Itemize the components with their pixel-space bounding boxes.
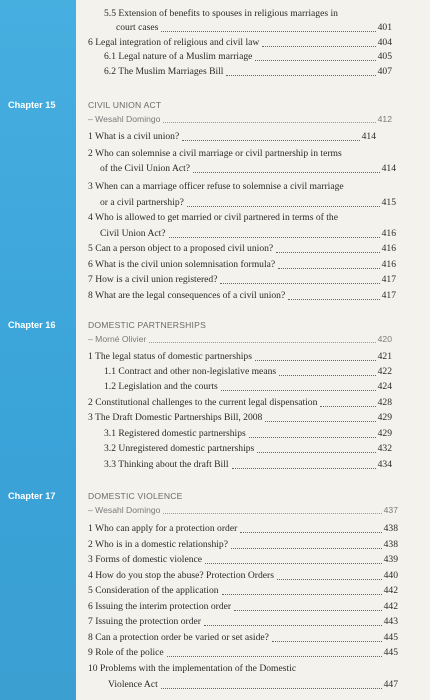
chapter-author[interactable]: [88, 504, 398, 516]
toc-entry-label: 2 Constitutional challenges to the current legal dispensation: [88, 397, 318, 408]
leader-dots: [193, 172, 380, 173]
toc-entry[interactable]: [88, 412, 392, 424]
leader-dots: [265, 421, 375, 422]
toc-entry-heading: 5.5 Extension of benefits to spouses in religious marriages in: [104, 8, 338, 19]
toc-entry[interactable]: [88, 539, 398, 551]
author-name: – Morné Olivier: [88, 334, 147, 344]
toc-entry[interactable]: [104, 428, 392, 440]
toc-entry[interactable]: [88, 523, 398, 535]
toc-entry-label: Violence Act: [108, 679, 158, 690]
toc-entry[interactable]: [88, 290, 396, 302]
toc-entry[interactable]: [88, 274, 396, 286]
toc-page-number: 437: [383, 505, 398, 515]
toc-entry-label: court cases: [116, 22, 159, 33]
toc-entry-label: 1 Who can apply for a protection order: [88, 523, 238, 534]
toc-page-number: 445: [383, 632, 398, 643]
toc-entry[interactable]: [100, 163, 396, 175]
toc-entry[interactable]: [104, 381, 392, 393]
leader-dots: [249, 437, 376, 438]
toc-entry-label: 3.1 Registered domestic partnerships: [104, 428, 246, 439]
toc-entry[interactable]: [104, 366, 392, 378]
toc-page-number: 405: [377, 51, 392, 62]
toc-page-number: 407: [377, 66, 392, 77]
toc-page-number: 417: [381, 274, 396, 285]
chapter-title: CIVIL UNION ACT: [88, 100, 162, 110]
toc-page-number: 442: [383, 585, 398, 596]
toc-page-number: 447: [383, 679, 398, 690]
toc-entry-label: 2 Who is in a domestic relationship?: [88, 539, 228, 550]
toc-entry-label: 1.2 Legislation and the courts: [104, 381, 218, 392]
toc-page-number: 404: [377, 37, 392, 48]
toc-page-number: 417: [381, 290, 396, 301]
toc-page-number: 420: [377, 334, 392, 344]
toc-entry[interactable]: [104, 459, 392, 471]
toc-entry[interactable]: [88, 570, 398, 582]
leader-dots: [231, 548, 382, 549]
chapter-label: Chapter 15: [8, 100, 56, 110]
toc-entry-label: 6.1 Legal nature of a Muslim marriage: [104, 51, 253, 62]
leader-dots: [234, 610, 382, 611]
toc-entry-label: 4 How do you stop the abuse? Protection Orders: [88, 570, 274, 581]
chapter-label: Chapter 16: [8, 320, 56, 330]
leader-dots: [204, 625, 382, 626]
toc-entry-label: 3.2 Unregistered domestic partnerships: [104, 443, 255, 454]
leader-dots: [277, 579, 382, 580]
toc-page-number: 416: [381, 228, 396, 239]
leader-dots: [240, 532, 381, 533]
toc-entry[interactable]: [116, 22, 392, 34]
toc-entry[interactable]: [88, 616, 398, 628]
toc-page-number: 440: [383, 570, 398, 581]
toc-entry[interactable]: [88, 397, 392, 409]
leader-dots: [232, 468, 376, 469]
toc-page-number: 438: [383, 523, 398, 534]
leader-dots: [288, 299, 379, 300]
toc-entry-label: of the Civil Union Act?: [100, 163, 191, 174]
leader-dots: [149, 342, 375, 343]
toc-page-number: 445: [383, 647, 398, 658]
toc-page-number: 438: [383, 539, 398, 550]
toc-entry[interactable]: [88, 351, 392, 363]
toc-entry-label: 6 Issuing the interim protection order: [88, 601, 232, 612]
toc-entry-label: 3 The Draft Domestic Partnerships Bill, 2008: [88, 412, 263, 423]
leader-dots: [255, 360, 376, 361]
toc-entry-label: 7 Issuing the protection order: [88, 616, 201, 627]
toc-page-number: 415: [381, 197, 396, 208]
toc-entry-label: 5 Consideration of the application: [88, 585, 219, 596]
toc-page-number: 429: [377, 428, 392, 439]
toc-entry-label: 5 Can a person object to a proposed civil union?: [88, 243, 274, 254]
toc-page-number: 416: [381, 259, 396, 270]
chapter-author[interactable]: [88, 333, 392, 345]
leader-dots: [272, 641, 382, 642]
toc-page-number: 401: [377, 22, 392, 33]
toc-entry[interactable]: [104, 443, 392, 455]
leader-dots: [226, 75, 375, 76]
toc-page-number: 443: [383, 616, 398, 627]
leader-dots: [221, 390, 376, 391]
toc-entry-label: 1 What is a civil union?: [88, 131, 180, 142]
toc-entry[interactable]: [88, 647, 398, 659]
toc-page-number: 434: [377, 459, 392, 470]
chapter-title: DOMESTIC VIOLENCE: [88, 491, 183, 501]
toc-page-number: 412: [377, 114, 392, 124]
leader-dots: [163, 513, 381, 514]
toc-page-number: 432: [377, 443, 392, 454]
toc-entry[interactable]: [88, 554, 398, 566]
toc-page-number: 421: [377, 351, 392, 362]
toc-page-number: 424: [377, 381, 392, 392]
toc-entry[interactable]: [100, 197, 396, 209]
toc-entry[interactable]: [88, 601, 398, 613]
toc-entry-label: 1 The legal status of domestic partnerships: [88, 351, 252, 362]
toc-entry-heading: 3 When can a marriage officer refuse to solemnise a civil marriage: [88, 181, 344, 192]
toc-entry-label: 3 Forms of domestic violence: [88, 554, 203, 565]
chapter-author[interactable]: [88, 113, 392, 125]
toc-page-number: 429: [377, 412, 392, 423]
toc-page-number: 414: [361, 131, 376, 142]
toc-entry[interactable]: [88, 243, 396, 255]
toc-entry-label: Civil Union Act?: [100, 228, 166, 239]
toc-entry-heading: 4 Who is allowed to get married or civil partnered in terms of the: [88, 212, 338, 223]
leader-dots: [220, 283, 379, 284]
toc-entry[interactable]: [108, 679, 398, 691]
leader-dots: [169, 237, 380, 238]
toc-page-number: 439: [383, 554, 398, 565]
toc-page-number: 422: [377, 366, 392, 377]
leader-dots: [161, 688, 382, 689]
leader-dots: [320, 406, 375, 407]
toc-entry-label: 7 How is a civil union registered?: [88, 274, 218, 285]
leader-dots: [205, 563, 382, 564]
chapter-title: DOMESTIC PARTNERSHIPS: [88, 320, 207, 330]
leader-dots: [161, 31, 375, 32]
leader-dots: [262, 46, 375, 47]
chapter-label: Chapter 17: [8, 491, 56, 501]
toc-entry-label: 8 Can a protection order be varied or set aside?: [88, 632, 269, 643]
toc-page-number: 416: [381, 243, 396, 254]
leader-dots: [279, 375, 376, 376]
leader-dots: [278, 268, 379, 269]
leader-dots: [182, 140, 359, 141]
toc-entry[interactable]: [88, 37, 392, 49]
leader-dots: [167, 656, 382, 657]
toc-entry-heading: 2 Who can solemnise a civil marriage or civil partnership in terms: [88, 148, 342, 159]
toc-entry-label: 1.1 Contract and other non-legislative means: [104, 366, 277, 377]
author-name: – Wesahl Domingo: [88, 114, 161, 124]
toc-entry[interactable]: [88, 585, 398, 597]
toc-page-number: 428: [377, 397, 392, 408]
leader-dots: [222, 594, 382, 595]
author-name: – Wesahl Domingo: [88, 505, 161, 515]
toc-entry[interactable]: [100, 228, 396, 240]
toc-page-number: 414: [381, 163, 396, 174]
toc-entry[interactable]: [104, 51, 392, 63]
toc-entry[interactable]: [88, 259, 396, 271]
toc-entry-label: 9 Role of the police: [88, 647, 164, 658]
toc-entry[interactable]: [104, 66, 392, 78]
toc-entry-label: 3.3 Thinking about the draft Bill: [104, 459, 229, 470]
toc-entry-label: 6.2 The Muslim Marriages Bill: [104, 66, 224, 77]
leader-dots: [276, 252, 379, 253]
toc-entry-label: 6 What is the civil union solemnisation formula?: [88, 259, 276, 270]
leader-dots: [255, 60, 375, 61]
toc-entry[interactable]: [88, 632, 398, 644]
toc-page-number: 442: [383, 601, 398, 612]
toc-entry-label: 8 What are the legal consequences of a civil union?: [88, 290, 286, 301]
toc-entry[interactable]: [88, 131, 376, 143]
toc-entry-label: 6 Legal integration of religious and civil law: [88, 37, 260, 48]
leader-dots: [163, 122, 375, 123]
leader-dots: [257, 452, 375, 453]
toc-entry-heading: 10 Problems with the implementation of the Domestic: [88, 663, 297, 674]
toc-entry-label: or a civil partnership?: [100, 197, 184, 208]
leader-dots: [187, 206, 380, 207]
